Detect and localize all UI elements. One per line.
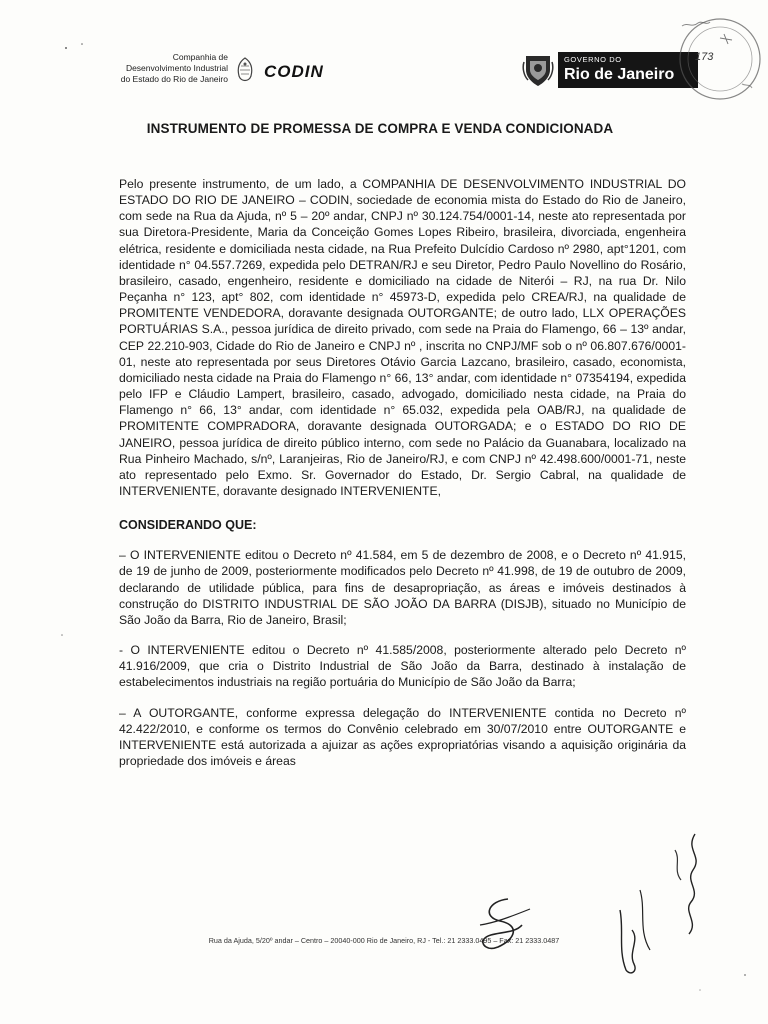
- considering-paragraph-3: – A OUTORGANTE, conforme expressa delegação do INTERVENIENTE contida no Decreto nº 42.422/2010, e conforme os termos do Convênio celebrado em 30/07/2010 entre OUTORGANTE e INTERVENIENTE está autorizada a ajuizar as ações expropriatórias visando a aquisição originária da propriedade dos imóveis e áreas: [119, 705, 686, 768]
- codin-wordmark: CODIN: [264, 62, 324, 81]
- state-coat-of-arms-icon: [522, 52, 554, 88]
- codin-line-1: Companhia de: [172, 52, 228, 62]
- codin-emblem-icon: [233, 56, 257, 86]
- government-label: GOVERNO DO: [564, 55, 622, 64]
- signature-lower-icon: [610, 880, 670, 980]
- considering-paragraph-2: - O INTERVENIENTE editou o Decreto nº 41.585/2008, posteriormente alterado pelo Decreto nº 41.916/2009, que cria o Distrito Industrial de São João da Barra, destinado à instalação de estabelecimentos industriais na região portuária do Município de São João da Barra;: [119, 643, 686, 690]
- document-title: INSTRUMENTO DE PROMESSA DE COMPRA E VENDA CONDICIONADA: [146, 121, 614, 136]
- page-footer: Rua da Ajuda, 5/20º andar – Centro – 20040-000 Rio de Janeiro, RJ - Tel.: 21 2333.0495 – Fax: 21 2333.0487: [208, 936, 560, 945]
- document-body: [119, 176, 686, 783]
- codin-line-2: Desenvolvimento Industrial: [125, 63, 228, 73]
- section-heading: CONSIDERANDO QUE:: [119, 518, 257, 533]
- intro-paragraph: Pelo presente instrumento, de um lado, a COMPANHIA DE DESENVOLVIMENTO INDUSTRIAL DO ESTADO DO RIO DE JANEIRO – CODIN, sociedade de economia mista do Estado do Rio de Janeiro, com sede na Rua da Ajuda, nº 5 – 20º andar, CNPJ nº 30.124.754/0001-14, neste ato representada por sua Diretora-Presidente, Maria da Conceição Gomes Lopes Ribeiro, brasileira, divorciada, engenheira elétrica, residente e domiciliada nesta cidade, na Rua Prefeito Dulcídio Cardoso nº 2980, apt°1201, com identidade n° 04.557.7269, expedida pelo DETRAN/RJ e seu Diretor, Pedro Paulo Novellino do Rosário, brasileiro, casado, engenheiro, residente e domiciliado na cidade de Niterói – RJ, na rua Dr. Nilo Peçanha n° 123, apt° 802, com identidade n° 45973-D, expedida pelo CREA/RJ, na qualidade de PROMITENTE VENDEDORA, doravante designada OUTORGANTE; de outro lado, LLX OPERAÇÕES PORTUÁRIAS S.A., pessoa jurídica de direito privado, com sede na Praia do Flamengo, 66 – 13º andar, CEP 22.210-903, Cidade do Rio de Janeiro e CNPJ nº , inscrita no CNPJ/MF sob o nº 06.807.676/0001-01, neste ato representada por seus Diretores Otávio Garcia Lazcano, brasileiro, casado, economista, domiciliado nesta cidade na Praia do Flamengo n° 66, 13° andar, com identidade n° 07354194, expedida pelo IFP e Cláudio Lampert, brasileiro, casado, advogado, domiciliado nesta cidade, na Praia do Flamengo n° 66, 13° andar, com identidade n° 65.032, expedida pela OAB/RJ, na qualidade de PROMITENTE COMPRADORA, doravante designada OUTORGADA; e o ESTADO DO RIO DE JANEIRO, pessoa jurídica de direito público interno, com sede no Palácio da Guanabara, localizado na Rua Pinheiro Machado, s/nº, Laranjeiras, Rio de Janeiro/RJ, e com CNPJ nº 42.498.600/0001-71, neste ato representado pelo Exmo. Sr. Governador do Estado, Dr. Sergio Cabral, na qualidade de INTERVENIENTE, doravante designado INTERVENIENTE,: [119, 177, 686, 498]
- page-number: 173: [695, 51, 714, 63]
- codin-logo: [88, 52, 338, 96]
- codin-company-name: [88, 52, 228, 85]
- government-logo: [522, 52, 684, 92]
- considering-paragraph-1: – O INTERVENIENTE editou o Decreto nº 41.584, em 5 de dezembro de 2008, e o Decreto nº 41.915, de 19 de junho de 2009, posteriormente modificados pelo Decreto nº 41.998, de 19 de outubro de 2009, declarando de utilidade pública, para fins de desapropriação, as áreas e imóveis destinados à construção do DISTRITO INDUSTRIAL DE SÃO JOÃO DA BARRA (DISJB), situado no Município de São João da Barra, Rio de Janeiro, Brasil;: [119, 548, 686, 627]
- state-name: Rio de Janeiro: [564, 66, 675, 83]
- codin-line-3: do Estado do Rio de Janeiro: [120, 74, 228, 84]
- signature-initial-icon: [470, 895, 540, 955]
